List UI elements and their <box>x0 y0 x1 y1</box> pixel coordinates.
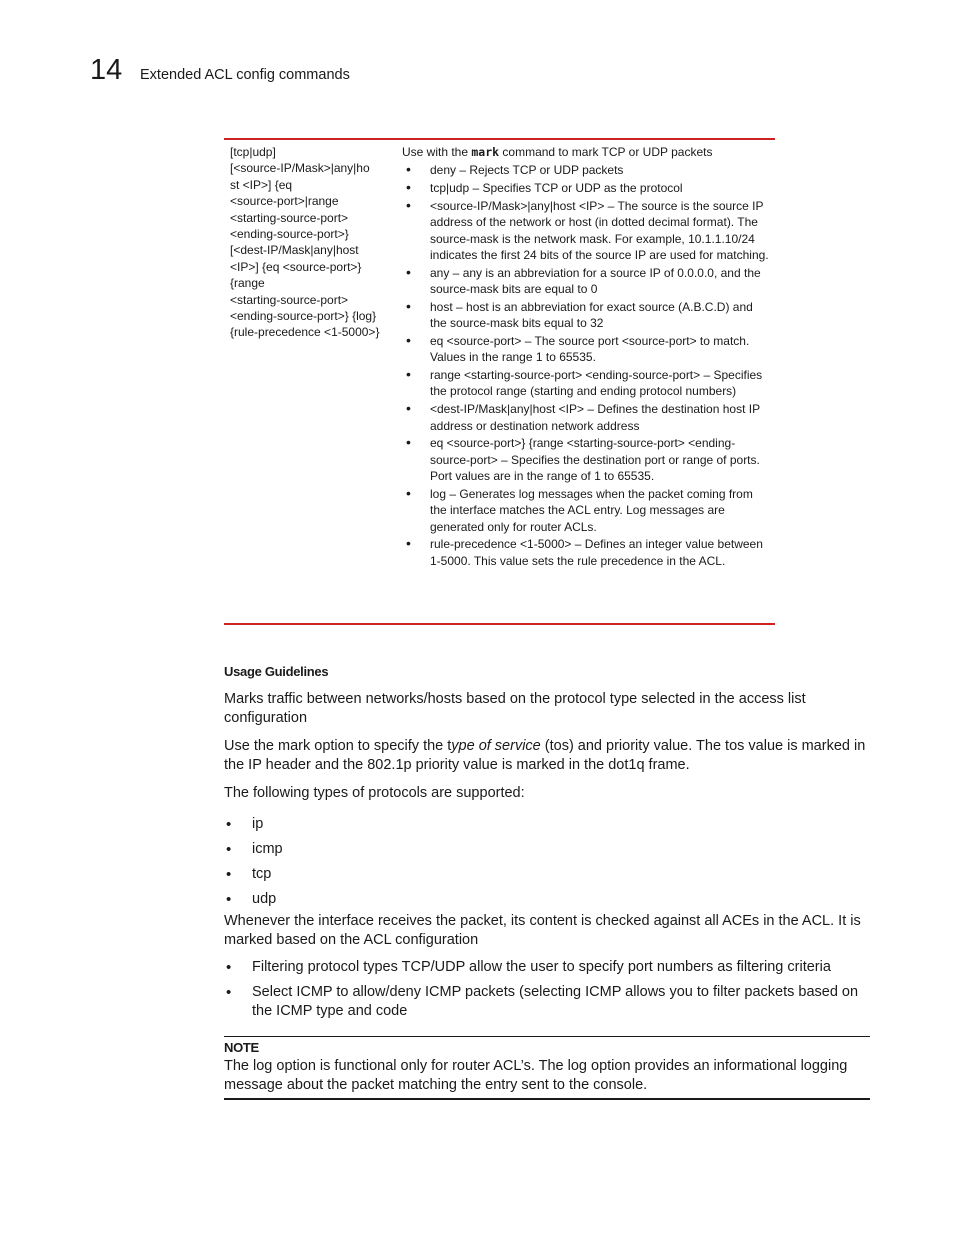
list-item <box>402 162 772 178</box>
filter-text: Select ICMP to allow/deny ICMP packets (selecting ICMP allows you to filter packets based on the ICMP type and code <box>252 984 859 1019</box>
parameter-text: tcp|udp – Specifies TCP or UDP as the protocol <box>430 181 683 196</box>
protocol-name: ip <box>252 816 264 832</box>
list-item <box>402 536 772 569</box>
bullet-icon: • <box>406 366 411 383</box>
parameter-text: deny – Rejects TCP or UDP packets <box>430 163 624 178</box>
p2-italic-text: ype of service <box>451 738 541 754</box>
parameter-text: any – any is an abbreviation for a source IP of 0.0.0.0, and the source-mask bits are equal to 0 <box>430 265 761 297</box>
parameter-text: eq <source-port> – The source port <source-port> to match. Values in the range 1 to 65535. <box>430 333 750 365</box>
parameter-text: log – Generates log messages when the packet coming from the interface matches the ACL entry. Log messages are generated only for router ACLs. <box>430 486 753 534</box>
parameter-text: <source-IP/Mask>|any|host <IP> – The source is the source IP address of the network or host (in dotted decimal format). The source-mask is the network mask. For example, 10.1.1.10/24 indicates the first 24 bits of the source IP are used for matching. <box>430 198 769 263</box>
chapter-title: Extended ACL config commands <box>140 67 350 83</box>
list-item <box>402 486 772 535</box>
parameter-text: range <starting-source-port> <ending-source-port> – Specifies the protocol range (starting and ending protocol numbers) <box>430 368 763 399</box>
syntax-line: <ending-source-port>} <box>230 227 349 242</box>
bullet-icon: • <box>406 535 411 552</box>
p2-text-after: (tos) and priority value. The tos value is marked in the IP header and the 802.1p priority value is marked in the dot1q frame. <box>224 738 866 773</box>
list-item <box>402 333 772 366</box>
list-item <box>224 983 870 1021</box>
description-intro <box>402 144 772 160</box>
syntax-line: {rule-precedence <1-5000>} <box>230 325 380 340</box>
bullet-icon: • <box>406 196 411 213</box>
syntax-line: <IP>] {eq <source-port>} <box>230 259 362 274</box>
filter-text: Filtering protocol types TCP/UDP allow the user to specify port numbers as filtering criteria <box>252 959 831 975</box>
list-item <box>402 299 772 332</box>
syntax-line: st <IP>] {eq <box>230 177 293 192</box>
protocol-list <box>224 812 874 912</box>
list-item <box>224 958 870 977</box>
bullet-icon: • <box>406 331 411 348</box>
parameter-text: <dest-IP/Mask|any|host <IP> – Defines the destination host IP address or destination network address <box>430 402 760 433</box>
protocol-name: udp <box>252 891 277 907</box>
p2-text-before: Use the mark option to specify the t <box>224 738 452 754</box>
usage-paragraph-2 <box>224 737 874 775</box>
usage-paragraph-3: The following types of protocols are supported: <box>224 785 525 801</box>
parameter-text: host – host is an abbreviation for exact source (A.B.C.D) and the source-mask bits equal to 32 <box>430 299 753 331</box>
protocol-name: icmp <box>252 841 283 857</box>
list-item <box>402 435 772 484</box>
syntax-column <box>230 144 392 341</box>
list-item <box>224 812 874 837</box>
bullet-icon: • <box>406 263 411 280</box>
list-item <box>224 887 874 912</box>
intro-suffix: command to mark TCP or UDP packets <box>499 145 713 159</box>
filter-list <box>224 958 870 1021</box>
bullet-icon: • <box>226 816 232 833</box>
list-item <box>402 401 772 434</box>
syntax-line: <source-port>|range <box>230 194 339 209</box>
list-item <box>402 198 772 264</box>
description-column <box>402 144 772 570</box>
bullet-icon: • <box>406 161 411 178</box>
list-item <box>402 265 772 298</box>
syntax-line: [<dest-IP/Mask|any|host <box>230 243 359 258</box>
bullet-icon: • <box>406 484 411 501</box>
list-item <box>402 180 772 196</box>
usage-paragraph-1: Marks traffic between networks/hosts based on the protocol type selected in the access list configuration <box>224 691 806 726</box>
syntax-line: [tcp|udp] <box>230 145 276 159</box>
syntax-line: <starting-source-port> <box>230 292 349 307</box>
bullet-icon: • <box>226 866 232 883</box>
bullet-icon: • <box>406 179 411 196</box>
bullet-icon: • <box>406 434 411 451</box>
bullet-icon: • <box>226 841 232 858</box>
note-text: The log option is functional only for router ACL’s. The log option provides an informational logging message about the packet matching the entry sent to the console. <box>224 1058 848 1093</box>
usage-guidelines-heading: Usage Guidelines <box>224 664 329 679</box>
bullet-icon: • <box>226 959 232 976</box>
mark-command: mark <box>471 145 500 159</box>
bullet-icon: • <box>406 400 411 417</box>
protocol-name: tcp <box>252 866 272 882</box>
parameter-text: eq <source-port>} {range <starting-source-port> <ending-source-port> – Specifies the destination port or range of ports. Port values are in the range of 1 to 65535. <box>430 436 760 484</box>
syntax-line: <ending-source-port>} {log} <box>230 309 377 324</box>
parameter-text: rule-precedence <1-5000> – Defines an integer value between 1-5000. This value sets the rule precedence in the ACL. <box>430 537 763 568</box>
syntax-line: [<source-IP/Mask>|any|ho <box>230 161 370 176</box>
syntax-line: {range <box>230 276 265 291</box>
usage-paragraph-4: Whenever the interface receives the packet, its content is checked against all ACEs in the ACL. It is marked based on the ACL configuration <box>224 913 861 948</box>
list-item <box>224 837 874 862</box>
bullet-icon: • <box>406 297 411 314</box>
note-label: NOTE <box>224 1040 259 1055</box>
list-item <box>224 862 874 887</box>
command-table <box>224 138 775 625</box>
intro-prefix: Use with the <box>402 145 472 159</box>
syntax-line: <starting-source-port> <box>230 210 349 225</box>
note-box <box>224 1036 870 1100</box>
list-item <box>402 367 772 400</box>
bullet-icon: • <box>226 891 232 908</box>
bullet-icon: • <box>226 984 232 1001</box>
parameter-list <box>402 162 772 569</box>
chapter-number: 14 <box>90 54 123 86</box>
